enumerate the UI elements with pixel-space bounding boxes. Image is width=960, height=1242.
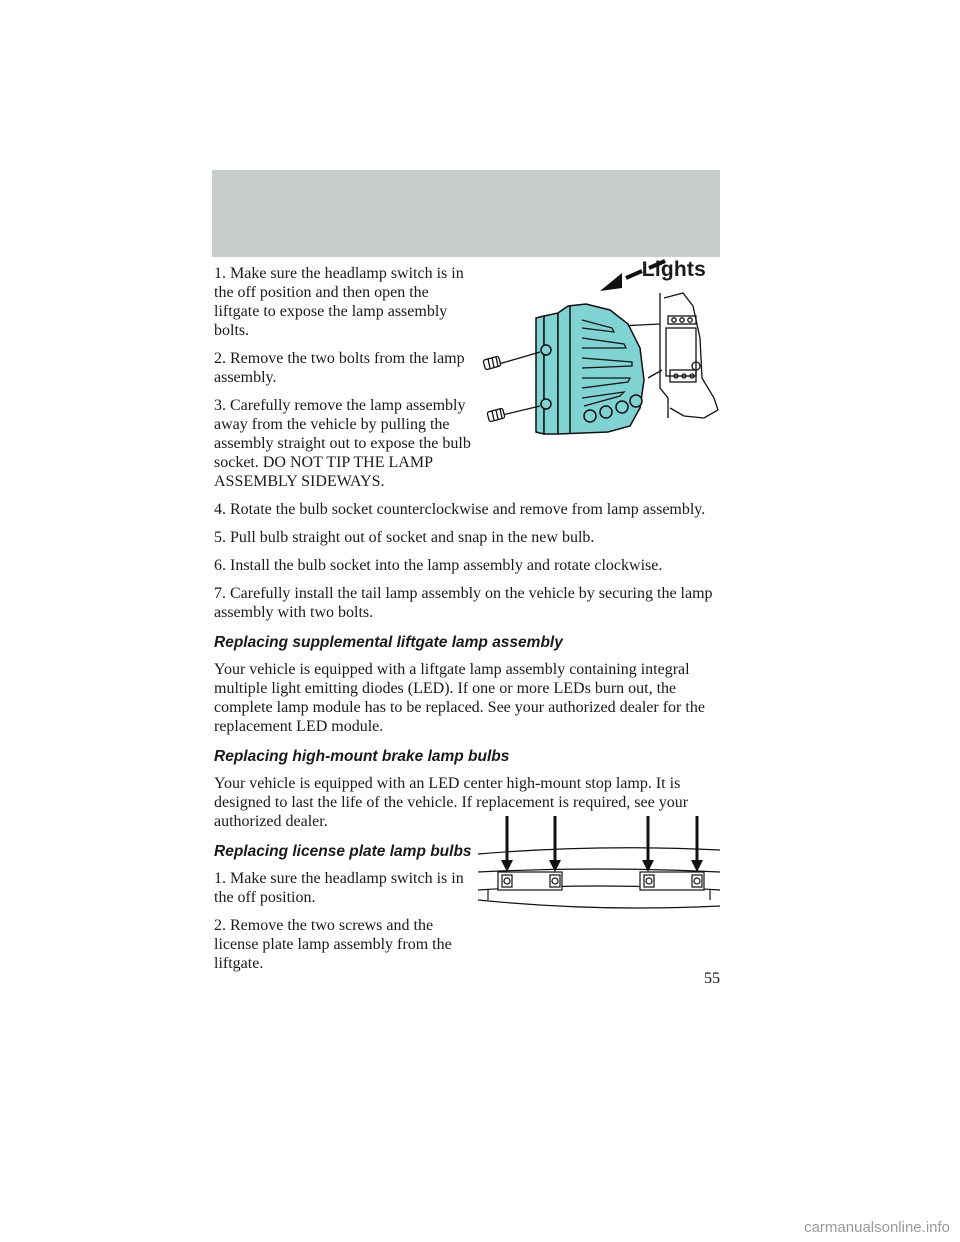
watermark: carmanualsonline.info bbox=[804, 1219, 950, 1236]
license-step-1: 1. Make sure the headlamp switch is in the off position. bbox=[214, 870, 464, 906]
page-number: 55 bbox=[704, 970, 720, 987]
liftgate-lamp-body: Your vehicle is equipped with a liftgate lamp assembly containing integral multiple light emitting diodes (LED). If one or more LEDs burn out, the complete lamp module has to be replaced. See your authorized dealer for the replacement LED module. bbox=[214, 661, 705, 735]
highmount-lamp-heading: Replacing high-mount brake lamp bulbs bbox=[214, 748, 510, 765]
license-lamp-left bbox=[498, 872, 562, 890]
tail-step-5: 5. Pull bulb straight out of socket and snap in the new bulb. bbox=[214, 529, 595, 546]
screw-location-arrows bbox=[501, 816, 703, 872]
tail-step-6: 6. Install the bulb socket into the lamp assembly and rotate clockwise. bbox=[214, 557, 663, 574]
lamp-bolt-lower bbox=[487, 406, 540, 422]
tail-step-4: 4. Rotate the bulb socket counterclockwise and remove from lamp assembly. bbox=[214, 501, 706, 518]
liftgate-lamp-heading: Replacing supplemental liftgate lamp assembly bbox=[214, 634, 563, 651]
license-lamp-illustration bbox=[478, 814, 724, 916]
tail-step-7: 7. Carefully install the tail lamp assembly on the vehicle by securing the lamp assembly with two bolts. bbox=[214, 585, 713, 621]
tail-lamp-removal-illustration bbox=[478, 258, 724, 440]
section-title: Lights bbox=[641, 258, 706, 281]
highmount-lamp-body: Your vehicle is equipped with an LED center high-mount stop lamp. It is designed to last the life of the vehicle. If replacement is required, see your authorized dealer. bbox=[214, 775, 689, 830]
license-lamp-right bbox=[640, 872, 704, 890]
license-lamp-heading: Replacing license plate lamp bulbs bbox=[214, 843, 472, 860]
license-step-2: 2. Remove the two screws and the license plate lamp assembly from the liftgate. bbox=[214, 917, 452, 972]
header-band bbox=[212, 170, 720, 281]
tail-step-1: 1. Make sure the headlamp switch is in the off position and then open the liftgate to expose the lamp assembly bolts. bbox=[214, 265, 464, 339]
lamp-bolt-upper bbox=[483, 352, 540, 370]
tail-step-3: 3. Carefully remove the lamp assembly away from the vehicle by pulling the assembly straight out to expose the bulb socket. DO NOT TIP THE LAMP ASSEMBLY SIDEWAYS. bbox=[214, 397, 471, 490]
tail-step-2: 2. Remove the two bolts from the lamp assembly. bbox=[214, 350, 465, 386]
tail-lamp-assembly bbox=[536, 304, 644, 434]
